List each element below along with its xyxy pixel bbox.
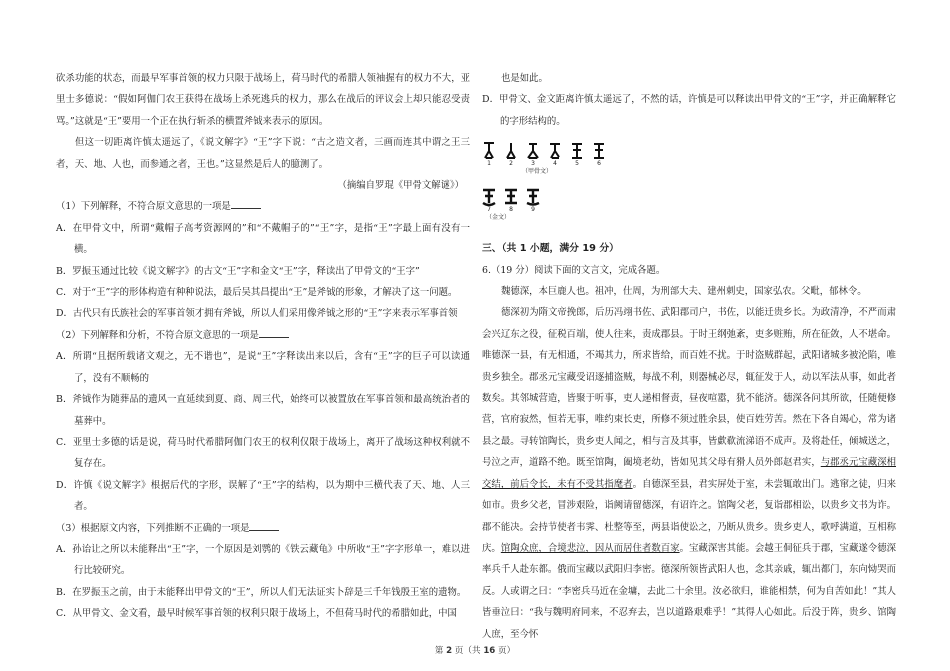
q1-option-c: C．对于“王”字的形体构造有种种说法，最后吴其昌提出“王”是斧钺的形象，才解决了这一问题。: [56, 287, 458, 299]
glyph-number: 1: [487, 160, 491, 168]
glyph-number: 7: [487, 206, 491, 214]
wang-glyph-icon: [526, 188, 540, 206]
page-number: 2: [446, 646, 453, 656]
q1-option-d: D．古代只有氏族社会的军事首领才拥有斧钺，所以人们采用像斧钺之形的“王”字来表示军事首领: [56, 308, 458, 320]
bronze-glyph-row: [482, 180, 896, 214]
text-segment: 。宝藏深害其能。会越王侗征兵于郡，宝藏遂令德深率兵千人赴东都。俄而宝藏以武阳归李密。德深所领皆武阳人也，念其亲戚，辄出都门，东向恸哭而反。人或谓之曰：“李密兵马近在金墉，去此二十余里。汝必欲归，谁能相禁，何为自苦如此！”其人皆垂泣曰：“我与魏明府同来，不忍弃去，岂以道路艰难乎！”其得人心如此。后没于阵，贵乡、馆陶人庶，至今怀: [482, 542, 896, 640]
q3-option-c-continued: 也是如此。: [501, 73, 548, 84]
passage-paragraph-2: 但这一切距离许慎太遥远了，《说文解字》“王”字下说：“古之造文者，三画而连其中谓之王三者，天、地、人也，而参通之者，王也。”这显然是后人的臆测了。: [56, 137, 470, 170]
oracle-label: （甲骨文）: [522, 168, 553, 176]
answer-blank: [231, 199, 261, 209]
left-column: [56, 68, 470, 625]
classical-text-paragraph-1: 魏德深，本巨鹿人也。祖冲，仕周，为刑部大夫、建州刺史，国家弘农。父毗，郁林令。: [501, 286, 867, 298]
oracle-glyph-6: [592, 142, 606, 168]
wang-glyph-icon: [549, 142, 561, 160]
q3-option-c: C．从甲骨文、金文看，最早时候军事首领的权利只限于战场上，不但荷马时代的希腊如此，中国: [56, 608, 457, 620]
answer-blank: [259, 328, 289, 338]
q1-option-a: A．在甲骨文中，所谓“戴帽子高考资源网的”和“不戴帽子的”“王”字，是指“王”字最上面有没有一横。: [56, 222, 470, 256]
question-1-text: （1）下列解释，不符合原文意思的一项是: [56, 201, 231, 213]
underlined-sentence-2: 馆陶众庶，合境悲泣，因从而居住者数百家: [500, 542, 680, 554]
answer-blank: [249, 521, 279, 531]
glyph-number: 4: [553, 160, 557, 168]
page-footer: [0, 644, 950, 656]
glyph-number: 3: [531, 160, 535, 168]
bronze-glyph-9: [526, 188, 540, 214]
glyph-number: 9: [531, 206, 535, 214]
oracle-glyph-4: [548, 142, 562, 168]
text-segment: 。自德深至县，君实屏处于室，未尝辄敢出门。逃窜之徒，归来如市。贵乡父老，冒涉艰险，诣阙请留德深，有诏许之。馆陶父老，复诣郡相讼，以贵乡文书为诈。郡不能决。会持节使者韦霁、杜整等至，两县诣使讼之，乃断从贵乡。贵乡吏人，歌呼满道，互相称庆。: [482, 478, 896, 554]
question-6: 6.（19 分）阅读下面的文言文，完成各题。: [482, 264, 666, 276]
right-column: [482, 68, 896, 645]
wang-glyph-icon: [527, 142, 539, 160]
classical-text-paragraph-2: [482, 302, 896, 645]
total-pages: 16: [483, 646, 496, 656]
oracle-glyph-3: [526, 142, 540, 168]
bronze-glyph-8: [504, 188, 518, 214]
q2-option-d: D．许慎《说文解字》根据后代的字形，误解了“王”字的结构，以为期中三横代表了天、地、人三者。: [56, 479, 470, 513]
q2-option-b: B．斧钺作为随葬品的遗风一直延续到夏、商、周三代，始终可以被置放在军事首领和最高统治者的墓葬中。: [56, 394, 470, 427]
q1-option-b: B．罗振玉通过比较《说文解字》的古文“王”字和金文“王”字，释读出了甲骨文的“王字”: [56, 265, 420, 277]
bronze-glyph-7: [482, 188, 496, 214]
glyph-number: 5: [575, 160, 579, 168]
wang-glyph-icon: [505, 142, 517, 160]
passage-paragraph-1: 砍杀功能的状态，而最早军事首领的权力只限于战场上，荷马时代的希腊人领袖握有的权力不大，亚里士多德说：“假如阿伽门农王获得在战场上杀死逃兵的权力，那么在战后的评议会上却只能忍受责骂。”这就是“王”要用一个正在执行斩杀的横置斧钺来表示的原因。: [56, 73, 470, 127]
oracle-glyph-5: [570, 142, 584, 168]
question-1: [56, 196, 470, 217]
question-2-text: （2）下列解释和分析，不符合原文意思的一项是: [56, 329, 259, 341]
question-3: [56, 518, 470, 539]
passage-source: （摘编自罗琨《甲骨文解谜》）: [337, 180, 464, 192]
wang-glyph-icon: [504, 188, 518, 206]
underlined-sentence-1: 与郡丞元宝藏深相交结，前后令长，未有不受其指麾者: [482, 457, 896, 490]
glyph-number: 2: [509, 160, 513, 168]
bronze-label: （金文）: [486, 214, 511, 222]
wang-glyph-figure: [482, 134, 896, 222]
glyph-number: 8: [509, 206, 513, 214]
glyph-number: 6: [597, 160, 601, 168]
wang-glyph-icon: [483, 142, 495, 160]
q2-option-c: C．亚里士多德的话是说，荷马时代希腊阿伽门农王的权利仅限于战场上，离开了战场这种权利就不复存在。: [56, 436, 470, 470]
q3-option-a: A．孙诒让之所以未能释出“王”字，一个原因是刘鹗的《铁云藏龟》中所收“王”字字形单一，难以进行比较研究。: [56, 543, 470, 577]
q2-option-a: A．所谓“且据所载诸文观之，无不谐也”，是说“王”字释读出来以后，含有“王”字的巨子可以读通了，没有不顺畅的: [56, 351, 470, 384]
footer-suffix: 页）: [495, 646, 516, 656]
footer-prefix: 第: [434, 646, 447, 656]
question-2: [56, 325, 470, 346]
oracle-glyph-row: [482, 134, 896, 168]
wang-glyph-icon: [482, 188, 496, 206]
q3-option-b: B．在罗振玉之前，由于未能释出甲骨文的“王”，所以人们无法证实卜辞是三千年钱殷王室的遗物。: [56, 586, 467, 598]
oracle-glyph-2: [504, 142, 518, 168]
section-3-heading: 三、（共 1 小题，满分 19 分）: [482, 243, 619, 255]
text-segment: 德深初为隋文帝挽郎，后历冯翊书佐、武阳郡司户，书佐，以能迁贵乡长。为政清净，不严而肃会兴辽东之役，征税百端，使人往来，责成郡县。于时王纲弛紊，吏多赃贿，所在征敛，人不堪命。唯德深一县，有无相通，不竭其力，所求皆给，而百姓不扰。于时盗贼群起，武阳诸城多被沦陷，唯贵乡独全。郡丞元宝藏受诏逐捕盗贼，每战不利，则器械必尽，辄征发于人，动以军法从事，如此者数矣。其邻城营造，皆聚于听事，吏人递相督责，昼夜喧嚣，犹不能济。德深各问其所欲，任随便修营，官府寂然，恒若无事，唯约束长吏，所修不须过胜余县，使百姓劳苦。然在下各自竭心，常为诸县之最。寻转馆陶长，贵乡吏人闻之，相与言及其事，皆歔欷流涕语不成声。及将赴任，倾城送之，号泣之声，道路不绝。既至馆陶，阖境老幼，皆如见其父母有猾人员外郎赵君实，: [482, 307, 896, 469]
question-3-text: （3）根据原文内容，下列推断不正确的一项是: [56, 522, 250, 534]
footer-mid: 页（共: [452, 646, 484, 656]
q3-option-d: D．甲骨文、金文距离许慎太遥远了，不然的话，许慎是可以释读出甲骨文的“王”字，并正确解释它的字形结构的。: [482, 94, 896, 127]
wang-glyph-icon: [593, 142, 605, 160]
oracle-glyph-1: [482, 142, 496, 168]
wang-glyph-icon: [571, 142, 583, 160]
